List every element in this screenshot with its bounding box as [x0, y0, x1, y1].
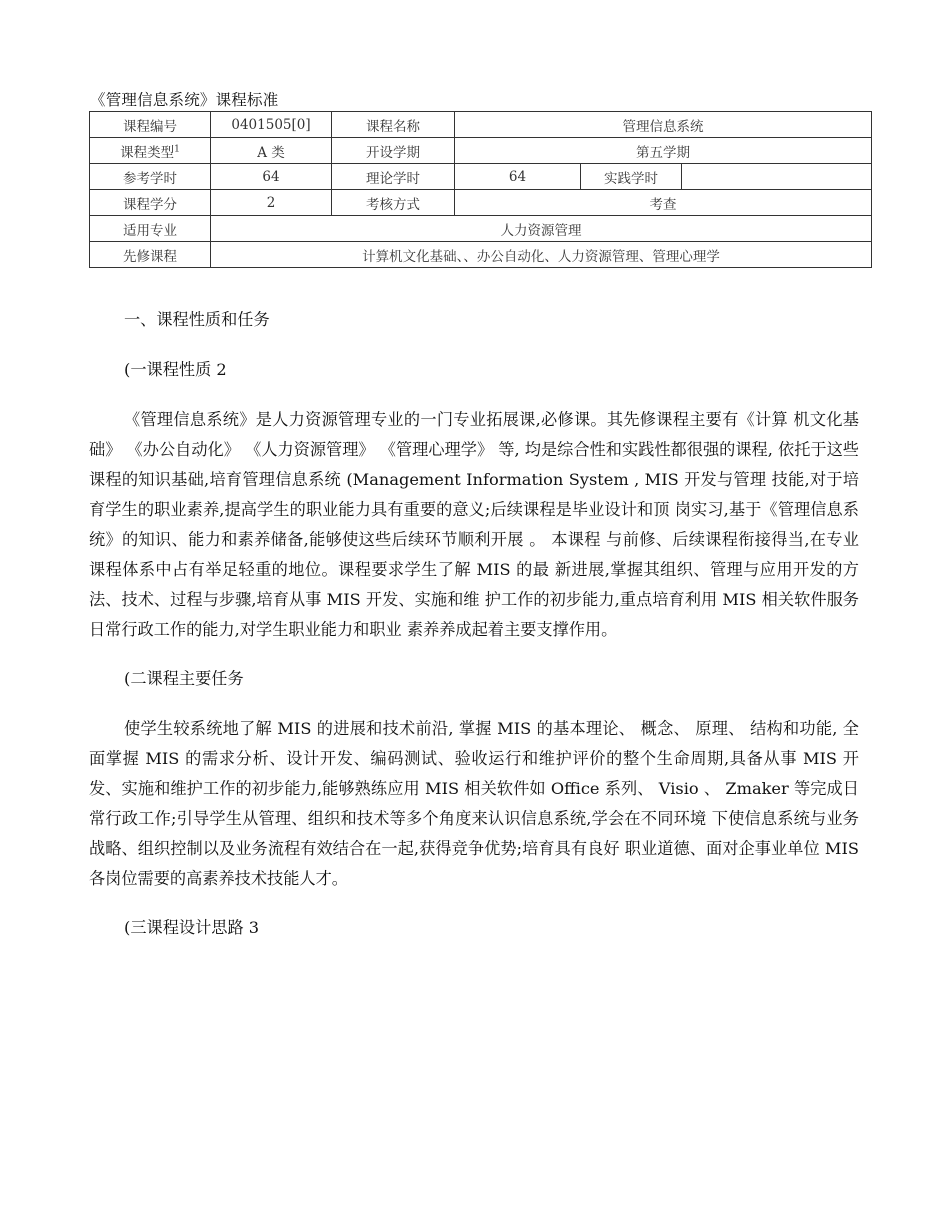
table-row — [90, 190, 872, 216]
table-row — [90, 138, 872, 164]
subsection-heading-tasks: (二课程主要任务 — [124, 669, 244, 688]
label-course-type: 课程类型$^1$ — [90, 138, 211, 164]
label-prerequisites: 先修课程 — [90, 242, 211, 268]
table-row — [90, 164, 872, 190]
paragraph-course-tasks: 使学生较系统地了解 MIS 的进展和技术前沿, 掌握 MIS 的基本理论、 概念、 原理、 结构和功能, 全面掌握 MIS 的需求分析、设计开发、编码测试、验收运行和维护评价的整个生命周期,具备从事 MIS 开发、实施和维护工作的初步能力,能够熟练应用 MIS 相关软件如 Office 系列、 Visio 、 Zmaker 等完成日常行政工作;引导学生从管理、组织和技术等多个角度来认识信息系统,学会在不同环境 下使信息系统与业务战略、组织控制以及业务流程有效结合在一起,获得竞争优势;培育具有良好 职业道德、面对企事业单位 MIS 各岗位需要的高素养技术技能人才。 — [89, 719, 859, 888]
table-row — [90, 216, 872, 242]
label-major: 适用专业 — [90, 216, 211, 242]
label-course-name: 课程名称 — [332, 112, 455, 138]
value-course-name: 管理信息系统 — [455, 112, 872, 138]
label-credits: 课程学分 — [90, 190, 211, 216]
label-course-code: 课程编号 — [90, 112, 211, 138]
value-credits: 2 — [211, 190, 332, 216]
subsection-heading-nature: (一课程性质 2 — [124, 360, 227, 379]
value-major: 人力资源管理 — [211, 216, 872, 242]
label-semester: 开设学期 — [332, 138, 455, 164]
table-row — [90, 242, 872, 268]
subsection-heading-design: (三课程设计思路 3 — [124, 918, 260, 937]
label-total-hours: 参考学时 — [90, 164, 211, 190]
course-info-table — [89, 111, 872, 268]
section-heading-1: 一、课程性质和任务 — [124, 310, 270, 329]
paragraph-course-nature: 《管理信息系统》是人力资源管理专业的一门专业拓展课,必修课。其先修课程主要有《计算 机文化基础》 《办公自动化》 《人力资源管理》 《管理心理学》 等, 均是综合性和实践性都很强的课程, 依托于这些课程的知识基础,培育管理信息系统 (Management Information System , MIS 开发与管理 技能,对于培育学生的职业素养,提高学生的职业能力具有重要的意义;后续课程是毕业设计和顶 岗实习,基于《管理信息系统》的知识、能力和素养储备,能够使这些后续环节顺利开展 。 本课程 与前修、后续课程衔接得当,在专业课程体系中占有举足轻重的地位。课程要求学生了解 MIS 的最 新进展,掌握其组织、管理与应用开发的方法、技术、过程与步骤,培育从事 MIS 开发、实施和维 护工作的初步能力,重点培育利用 MIS 相关软件服务日常行政工作的能力,对学生职业能力和职业 素养养成起着主要支撑作用。 — [89, 410, 859, 639]
value-practice-hours — [682, 164, 872, 190]
footnote-marker: 1 — [174, 144, 180, 154]
value-course-code: 0401505[0] — [211, 112, 332, 138]
document-body — [89, 305, 859, 943]
value-assessment: 考查 — [455, 190, 872, 216]
value-course-type: A 类 — [211, 138, 332, 164]
value-theory-hours: 64 — [455, 164, 581, 190]
label-practice-hours: 实践学时 — [581, 164, 682, 190]
label-theory-hours: 理论学时 — [332, 164, 455, 190]
table-row — [90, 112, 872, 138]
value-total-hours: 64 — [211, 164, 332, 190]
value-prerequisites: 计算机文化基础、、办公自动化、人力资源管理、管理心理学 — [211, 242, 872, 268]
label-assessment: 考核方式 — [332, 190, 455, 216]
document-title: 《管理信息系统》课程标准 — [90, 91, 279, 109]
value-semester: 第五学期 — [455, 138, 872, 164]
